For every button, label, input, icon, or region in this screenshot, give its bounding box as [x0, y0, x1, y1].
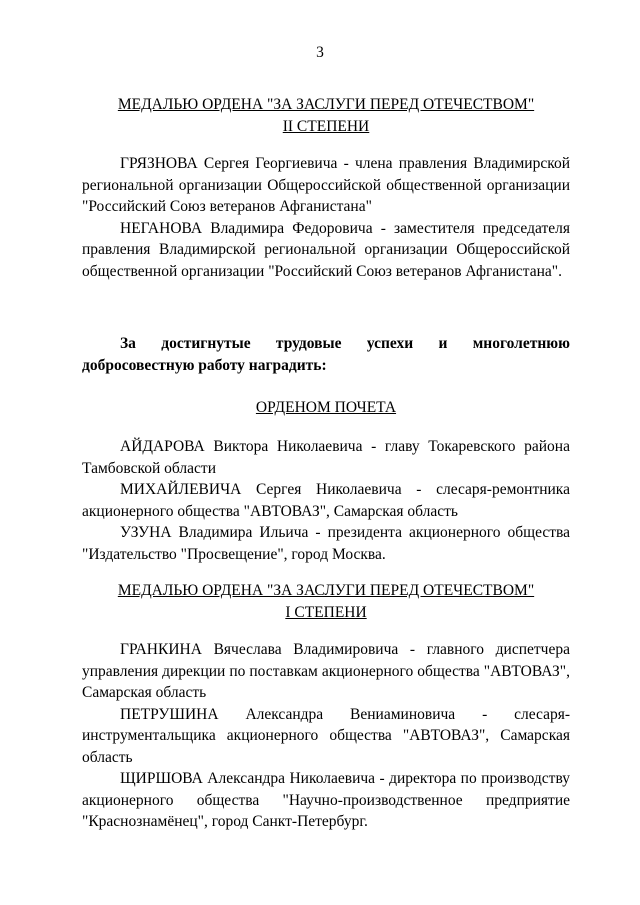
section-medal-1st-degree	[82, 580, 570, 623]
heading-line: МЕДАЛЬЮ ОРДЕНА "ЗА ЗАСЛУГИ ПЕРЕД ОТЕЧЕСТВОМ"	[117, 96, 535, 113]
page-number: 3	[316, 44, 324, 61]
award-entry: УЗУНА Владимира Ильича - президента акционерного общества "Издательство "Просвещение", город Москва.	[82, 524, 570, 563]
intro-text: За достигнутые трудовые успехи и многолетнюю добросовестную работу наградить:	[82, 335, 570, 374]
section-heading	[82, 580, 570, 623]
section3-entries	[82, 639, 570, 833]
section-heading	[82, 94, 570, 137]
award-entry: ГРЯЗНОВА Сергея Георгиевича - члена правления Владимирской региональной организации Общероссийской общественной организации "Российский Союз ветеранов Афганистана"	[82, 155, 570, 215]
award-entry: ПЕТРУШИНА Александра Вениаминовича - слесаря-инструментальщика акционерного общества "АВТОВАЗ", Самарская область	[82, 705, 570, 766]
section-heading: ОРДЕНОМ ПОЧЕТА	[255, 399, 397, 416]
award-entry: НЕГАНОВА Владимира Федоровича - заместителя председателя правления Владимирской региональной организации Общероссийской общественной организации "Российский Союз ветеранов Афганистана".	[82, 219, 570, 280]
section-medal-2nd-degree	[82, 94, 570, 137]
heading-line: МЕДАЛЬЮ ОРДЕНА "ЗА ЗАСЛУГИ ПЕРЕД ОТЕЧЕСТВОМ"	[117, 582, 535, 599]
section1-entries	[82, 153, 570, 282]
heading-line: II СТЕПЕНИ	[282, 117, 370, 135]
award-entry: АЙДАРОВА Виктора Николаевича - главу Токаревского района Тамбовской области	[82, 438, 570, 477]
award-intro	[82, 333, 570, 376]
award-entry: ГРАНКИНА Вячеслава Владимировича - главного диспетчера управления дирекции по поставкам акционерного общества "АВТОВАЗ", Самарская область	[82, 641, 570, 701]
award-entry: МИХАЙЛЕВИЧА Сергея Николаевича - слесаря-ремонтника акционерного общества "АВТОВАЗ", Самарская область	[82, 481, 570, 520]
award-entry: ЩИРШОВА Александра Николаевича - директора по производству акционерного общества "Научно-производственное предприятие "Краснознамёнец", город Санкт-Петербург.	[82, 770, 570, 830]
heading-line: I СТЕПЕНИ	[285, 603, 367, 621]
section2-entries	[82, 436, 570, 565]
section-order-of-honour	[82, 397, 570, 419]
